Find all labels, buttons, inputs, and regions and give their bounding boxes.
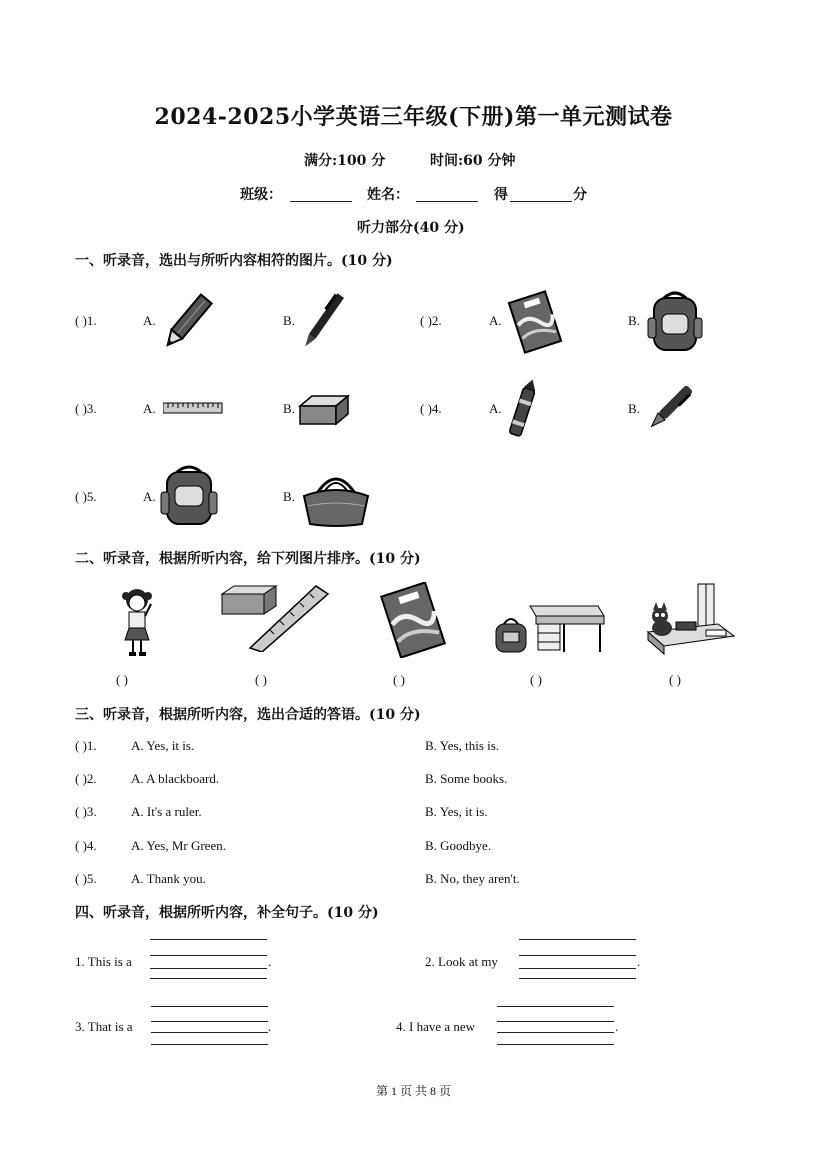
page-number: 第 1 页 共 8 页 <box>375 1084 451 1098</box>
score-field[interactable] <box>510 201 572 202</box>
name-label: 姓名： <box>367 187 409 203</box>
order-bracket[interactable]: ( ) <box>530 672 542 687</box>
writing-line <box>519 955 636 956</box>
option-a: A. Yes, it is. <box>131 738 195 753</box>
page-title: 2024-2025小学英语三年级(下册)第一单元测试卷 <box>154 104 673 130</box>
answer-blank[interactable]: ( )4. <box>420 401 442 416</box>
schoolbag-icon[interactable] <box>644 288 706 354</box>
eraser-ruler-icon[interactable] <box>220 582 330 652</box>
writing-line <box>150 939 267 940</box>
answer-blank[interactable]: ( )1. <box>75 738 97 753</box>
eraser-icon[interactable] <box>298 392 350 426</box>
sentence-prompt: 2. Look at my <box>425 954 498 969</box>
option-a-label: A. <box>143 489 156 504</box>
answer-line[interactable] <box>497 1032 614 1033</box>
sentence-prompt: 1. This is a <box>75 954 132 969</box>
score-label: 得 <box>494 187 508 203</box>
section4-heading: 四、听录音，根据所听内容，补全句子。(10 分) <box>75 905 379 921</box>
sentence-prompt: 4. I have a new <box>396 1019 476 1034</box>
sentence-end: . <box>268 1019 272 1034</box>
cat-desk-icon[interactable] <box>646 582 736 658</box>
schoolbag-icon[interactable] <box>157 462 221 528</box>
writing-line <box>519 978 636 979</box>
answer-blank[interactable]: ( )5. <box>75 489 97 504</box>
answer-blank[interactable]: ( )1. <box>75 313 97 328</box>
class-label: 班级： <box>240 187 282 203</box>
time-limit: 时间:60 分钟 <box>430 153 516 169</box>
option-a-label: A. <box>489 313 502 328</box>
order-bracket[interactable]: ( ) <box>116 672 128 687</box>
answer-blank[interactable]: ( )5. <box>75 871 97 886</box>
answer-line[interactable] <box>150 968 267 969</box>
answer-blank[interactable]: ( )3. <box>75 804 97 819</box>
pen-icon[interactable] <box>643 380 697 436</box>
answer-blank[interactable]: ( )4. <box>75 838 97 853</box>
writing-line <box>150 955 267 956</box>
order-bracket[interactable]: ( ) <box>393 672 405 687</box>
sentence-prompt: 3. That is a <box>75 1019 133 1034</box>
sentence-end: . <box>615 1019 619 1034</box>
handbag-icon[interactable] <box>300 466 372 528</box>
girl-icon[interactable] <box>117 586 159 658</box>
sentence-end: . <box>637 954 641 969</box>
option-a-label: A. <box>143 313 156 328</box>
option-a-label: A. <box>143 401 156 416</box>
ruler-icon[interactable] <box>163 402 223 414</box>
writing-line <box>519 939 636 940</box>
book-icon[interactable] <box>376 582 450 658</box>
section3-heading: 三、听录音，根据所听内容，选出合适的答语。(10 分) <box>75 707 421 723</box>
option-b: B. Goodbye. <box>425 838 492 853</box>
pen-icon[interactable] <box>298 288 348 354</box>
writing-line <box>497 1044 614 1045</box>
answer-blank[interactable]: ( )3. <box>75 401 97 416</box>
option-a: A. Yes, Mr Green. <box>131 838 226 853</box>
full-score: 满分:100 分 <box>304 153 386 169</box>
order-bracket[interactable]: ( ) <box>255 672 267 687</box>
option-a: A. Thank you. <box>131 871 206 886</box>
crayon-icon[interactable] <box>506 376 540 442</box>
writing-line <box>151 1021 268 1022</box>
score-unit: 分 <box>573 187 587 203</box>
option-a: A. It's a ruler. <box>131 804 202 819</box>
section1-heading: 一、听录音，选出与所听内容相符的图片。(10 分) <box>75 253 393 269</box>
listening-part-heading: 听力部分(40 分) <box>357 220 465 236</box>
order-bracket[interactable]: ( ) <box>669 672 681 687</box>
writing-line <box>497 1021 614 1022</box>
writing-line <box>151 1006 268 1007</box>
option-b: B. Some books. <box>425 771 508 786</box>
book-icon[interactable] <box>506 290 564 354</box>
answer-line[interactable] <box>151 1032 268 1033</box>
pencil-icon[interactable] <box>160 290 215 354</box>
name-field[interactable] <box>416 201 478 202</box>
option-b-label: B. <box>283 313 295 328</box>
option-b: B. No, they aren't. <box>425 871 520 886</box>
writing-line <box>151 1044 268 1045</box>
option-b: B. Yes, this is. <box>425 738 500 753</box>
bag-desk-icon[interactable] <box>494 596 606 656</box>
section2-heading: 二、听录音，根据所听内容，给下列图片排序。(10 分) <box>75 551 421 567</box>
writing-line <box>497 1006 614 1007</box>
answer-line[interactable] <box>519 968 636 969</box>
class-field[interactable] <box>290 201 352 202</box>
option-a-label: A. <box>489 401 502 416</box>
answer-blank[interactable]: ( )2. <box>420 313 442 328</box>
writing-line <box>150 978 267 979</box>
option-b-label: B. <box>628 401 640 416</box>
answer-blank[interactable]: ( )2. <box>75 771 97 786</box>
option-b: B. Yes, it is. <box>425 804 488 819</box>
sentence-end: . <box>268 954 272 969</box>
option-b-label: B. <box>283 489 295 504</box>
option-b-label: B. <box>628 313 640 328</box>
option-b-label: B. <box>283 401 295 416</box>
option-a: A. A blackboard. <box>131 771 220 786</box>
